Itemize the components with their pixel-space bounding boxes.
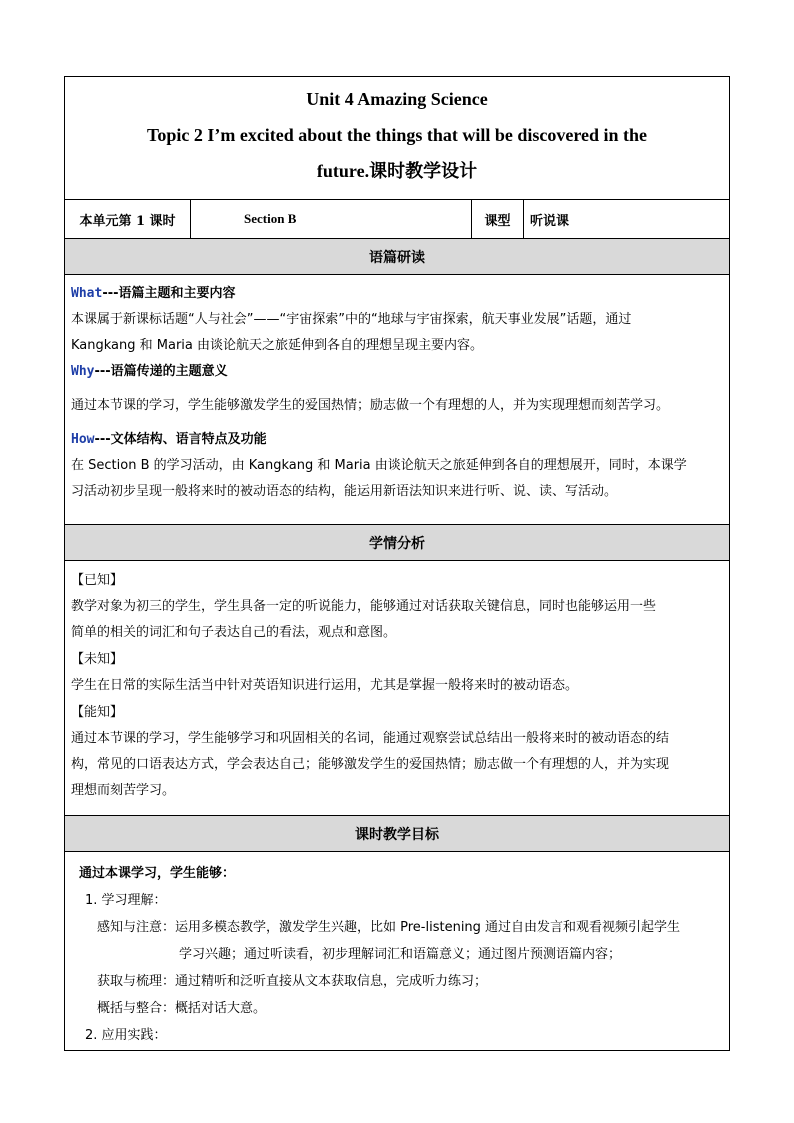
why-keyword: Why: [71, 364, 95, 379]
objective-item-1: 1. 学习理解：: [85, 893, 167, 908]
how-keyword: How: [71, 432, 95, 447]
objective-item-2: 2. 应用实践：: [85, 1028, 167, 1043]
known-text-line: 简单的相关的词汇和句子表达自己的看法，观点和意图。: [71, 625, 397, 640]
section-header-text-analysis: 语篇研读: [65, 239, 729, 275]
objectives-body: [65, 852, 729, 1050]
what-text-line: 本课属于新课标话题“人与社会”——“宇宙探索”中的“地球与宇宙探索，航天事业发展”话题，通过: [71, 312, 632, 327]
known-text-line: 教学对象为初三的学生，学生具备一定的听说能力，能够通过对话获取关键信息，同时也能够运用一些: [71, 599, 657, 614]
lesson-number: 本单元第 1 课时: [65, 200, 191, 238]
able-text-line: 通过本节课的学习，学生能够学习和巩固相关的名词，能通过观察尝试总结出一般将来时的被动语态的结: [71, 731, 670, 746]
lesson-type-value: 听说课: [530, 213, 570, 229]
text-analysis-body: [65, 275, 729, 525]
objectives-intro: 通过本课学习，学生能够：: [79, 866, 236, 881]
why-heading: Why---语篇传递的主题意义: [71, 364, 228, 379]
lesson-type-label: 课型: [472, 200, 524, 238]
why-text-line: 通过本节课的学习，学生能够激发学生的爱国热情；励志做一个有理想的人，并为实现理想而刻苦学习。: [71, 398, 670, 413]
unknown-label: 【未知】: [71, 652, 124, 667]
section-header-objectives: 课时教学目标: [65, 816, 729, 852]
able-label: 【能知】: [71, 705, 124, 720]
able-text-line: 构，常见的口语表达方式，学会表达自己；能够激发学生的爱国热情；励志做一个有理想的人，并为实现: [71, 757, 670, 772]
section-name: Section B: [191, 200, 472, 238]
section-header-learner-analysis: 学情分析: [65, 525, 729, 561]
acquire-line: 获取与梳理：通过精听和泛听直接从文本获取信息，完成听力练习；: [97, 974, 488, 989]
topic-title-line1: Topic 2 I’m excited about the things that will be discovered in the: [146, 125, 648, 145]
how-text-line: 在 Section B 的学习活动，由 Kangkang 和 Maria 由谈论航天之旅延伸到各自的理想展开，同时，本课学: [71, 458, 687, 473]
perceive-line: 感知与注意：运用多模态教学，激发学生兴趣，比如 Pre-listening 通过自由发言和观看视频引起学生: [97, 920, 681, 935]
learner-analysis-body: [65, 561, 729, 816]
summarize-line: 概括与整合：概括对话大意。: [97, 1001, 267, 1016]
able-text-line: 理想而刻苦学习。: [71, 783, 176, 798]
unknown-text-line: 学生在日常的实际生活当中针对英语知识进行运用，尤其是掌握一般将来时的被动语态。: [71, 678, 579, 693]
unit-title: Unit 4 Amazing Science: [306, 89, 488, 109]
lesson-info-row: [65, 200, 729, 239]
what-text-line: Kangkang 和 Maria 由谈论航天之旅延伸到各自的理想呈现主要内容。: [71, 338, 484, 353]
how-heading: How---文体结构、语言特点及功能: [71, 432, 267, 447]
document-title: [65, 77, 729, 200]
what-heading: What---语篇主题和主要内容: [71, 286, 236, 301]
lesson-plan-table: [64, 76, 730, 1051]
how-text-line: 习活动初步呈现一般将来时的被动语态的结构，能运用新语法知识来进行听、说、读、写活动。: [71, 484, 618, 499]
what-keyword: What: [71, 286, 103, 301]
known-label: 【已知】: [71, 573, 124, 588]
perceive-line-continued: 学习兴趣；通过听读看，初步理解词汇和语篇意义；通过图片预测语篇内容；: [179, 947, 622, 962]
topic-title-line2: future.课时教学设计: [316, 161, 478, 181]
